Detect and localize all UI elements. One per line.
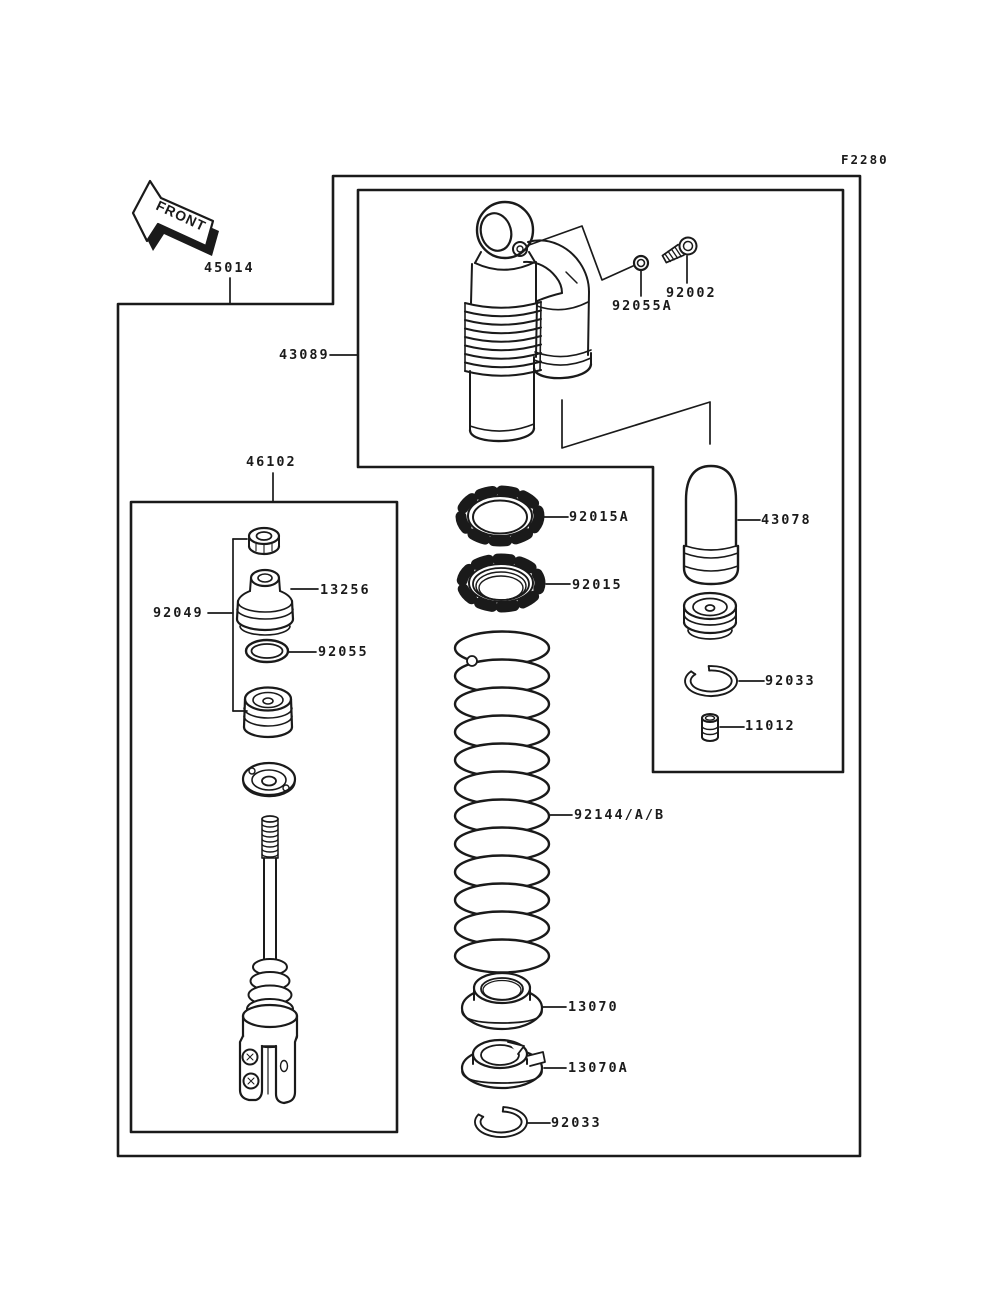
label-46102-rod-assembly: 46102 [246,454,297,470]
circlip-reservoir-drawing [685,666,737,696]
label-92015A-locknut: 92015A [569,509,630,525]
label-13256-piston-comp: 13256 [320,582,371,598]
locknut-adjuster-drawing [461,491,539,541]
locknut-lower-drawing [462,559,540,607]
label-92144-spring: 92144/A/B [574,807,666,823]
label-43078-reservoir-cover: 43078 [761,512,812,528]
label-92049-seal-set: 92049 [153,605,204,621]
reservoir-cover-drawing [684,466,738,584]
label-92055-oring: 92055 [318,644,369,660]
figure-code-label: F2280 [841,152,889,167]
label-92033-circlip-spring: 92033 [551,1115,602,1131]
label-13070A-spring-seat: 13070A [568,1060,629,1076]
clevis-drawing [240,1036,297,1103]
spring-drawing [455,632,549,973]
locknut-drawing [249,528,279,554]
piston-comp-drawing [237,570,293,635]
bolt-drawing [660,234,699,266]
shock-absorber-drawing [465,202,591,441]
spring-guide-drawing [462,973,542,1029]
reservoir-piston-drawing [684,593,736,639]
oring-reservoir-drawing [634,256,648,270]
label-11012-valve-cap: 11012 [745,718,796,734]
circlip-spring-drawing [475,1107,527,1137]
seal-disc-drawing [243,763,295,797]
valve-cap-drawing [702,714,718,741]
spring-seat-drawing [462,1040,545,1088]
rod-drawing [262,816,278,962]
label-92055A-oring: 92055A [612,298,673,314]
bump-stop-drawing [243,959,297,1047]
label-45014-shock-assembly: 45014 [204,260,255,276]
front-arrow-label: FRONT [153,197,209,235]
label-92015-locknut: 92015 [572,577,623,593]
label-13070-spring-guide: 13070 [568,999,619,1015]
seal-piston-drawing [244,688,292,738]
front-arrow [133,181,219,256]
label-43089-shock-absorber: 43089 [279,347,330,363]
label-92002-bolt: 92002 [666,285,717,301]
label-92033-circlip-reservoir: 92033 [765,673,816,689]
oring-drawing [246,640,288,662]
